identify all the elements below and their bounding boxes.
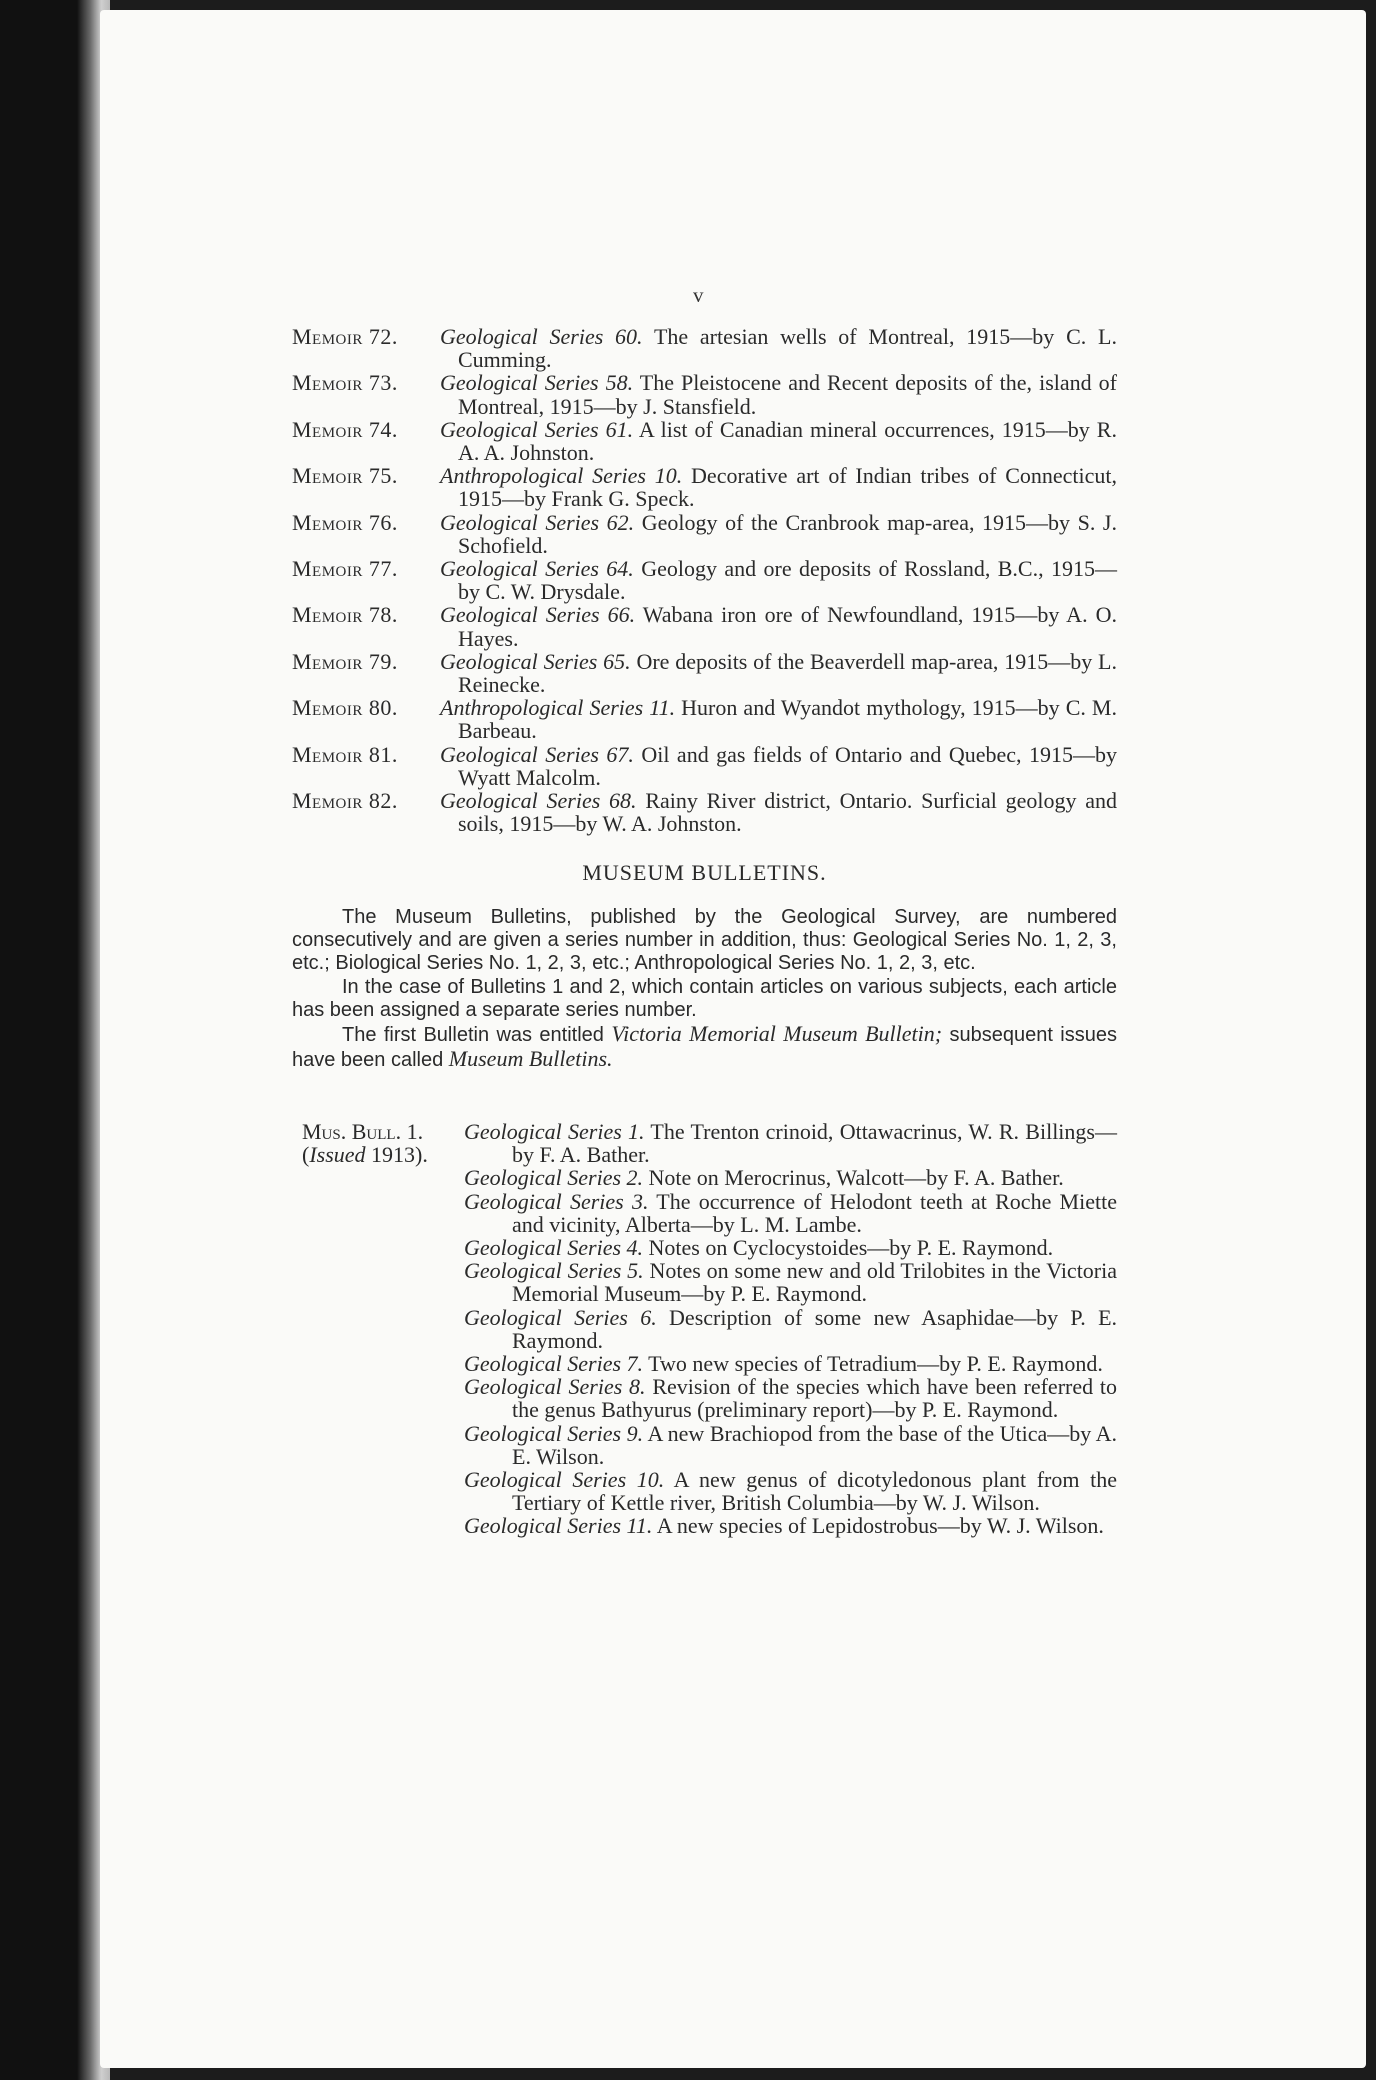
bulletin-series: Geological Series 1. [464, 1119, 645, 1144]
bulletin-text: A new Brachiopod from the base of the Utica—by A. E. Wilson. [512, 1420, 1117, 1469]
memoir-label: Memoir 75. [292, 463, 398, 489]
memoir-text: Geology and ore deposits of Rossland, B.C., 1915—by C. W. Drysdale. [458, 556, 1117, 605]
memoir-text: A list of Canadian mineral occurrences, 1915—by R. A. A. Johnston. [458, 416, 1117, 466]
intro-title-italic: Victoria Memorial Museum Bulletin; [611, 1021, 943, 1047]
memoir-series: Geological Series 61. [440, 416, 634, 442]
memoir-label: Memoir 78. [292, 602, 398, 628]
memoir-list [292, 325, 1117, 835]
memoir-text: Geology of the Cranbrook map-area, 1915—by S. J. Schofield. [458, 509, 1117, 558]
intro-paragraph [292, 1022, 1117, 1072]
bulletin-item [464, 1166, 1117, 1189]
memoir-entry [292, 789, 1117, 835]
memoir-entry [292, 743, 1117, 789]
intro-paragraph: The Museum Bulletins, published by the Geological Survey, are numbered consecutively and are given a series number in addition, thus: Geological Series No. 1, 2, 3, etc.; Biological Series No. 1, 2, 3, etc.; Anthropological Series No. 1, 2, 3, etc. [292, 906, 1117, 975]
memoir-series: Geological Series 68. [440, 788, 637, 814]
memoir-entry [292, 511, 1117, 557]
memoir-series: Geological Series 67. [440, 741, 634, 767]
memoir-label: Memoir 74. [292, 416, 398, 442]
section-title: MUSEUM BULLETINS. [582, 860, 827, 885]
memoir-entry [292, 603, 1117, 649]
memoir-text: Huron and Wyandot mythology, 1915—by C. M. Barbeau. [458, 695, 1117, 744]
memoir-text: Decorative art of Indian tribes of Connecticut, 1915—by Frank G. Speck. [458, 463, 1118, 512]
bulletin-series: Geological Series 6. [464, 1304, 657, 1330]
memoir-entry [292, 557, 1117, 603]
intro-title-italic: Museum Bulletins. [448, 1046, 613, 1072]
bulletin-series: Geological Series 2. [464, 1165, 644, 1191]
memoir-text: The Pleistocene and Recent deposits of the, island of Montreal, 1915—by J. Stansfield. [458, 370, 1118, 419]
memoir-entry [292, 696, 1117, 742]
bulletin-item [464, 1468, 1117, 1514]
bulletins-intro [292, 906, 1117, 1072]
memoir-label: Memoir 72. [292, 324, 398, 349]
issued-year: 1913). [371, 1142, 428, 1168]
bulletin-label: Mus. Bull. 1. (Issued 1913). [302, 1119, 428, 1168]
memoir-label: Memoir 82. [292, 788, 398, 814]
memoir-text: The artesian wells of Montreal, 1915—by C. L. Cumming. [458, 324, 1117, 373]
memoir-label: Memoir 73. [292, 370, 398, 396]
memoir-entry [292, 464, 1117, 510]
bulletin-series: Geological Series 8. [464, 1374, 646, 1400]
memoir-label: Memoir 77. [292, 556, 398, 582]
bulletin-series: Geological Series 9. [464, 1420, 644, 1446]
bulletin-item [464, 1236, 1117, 1259]
memoir-text: Oil and gas fields of Ontario and Quebec, 1915—by Wyatt Malcolm. [458, 741, 1117, 790]
memoir-series: Geological Series 60. [440, 324, 643, 349]
intro-paragraph: In the case of Bulletins 1 and 2, which contain articles on various subjects, each article has been assigned a separate series number. [292, 975, 1117, 1021]
bulletin-item [464, 1259, 1117, 1305]
bulletin-text: Note on Merocrinus, Walcott—by F. A. Bather. [648, 1165, 1064, 1191]
bulletin-text: The occurrence of Helodont teeth at Roche Miette and vicinity, Alberta—by L. M. Lambe. [512, 1188, 1117, 1237]
bulletin-item [464, 1352, 1117, 1375]
bulletin-item [464, 1190, 1117, 1236]
bulletin-item [464, 1120, 1117, 1166]
bulletin-text: Description of some new Asaphidae—by P. E. Raymond. [512, 1304, 1118, 1353]
bulletin-number: Mus. Bull. 1. [302, 1119, 424, 1144]
bulletin-list [302, 1120, 1117, 1538]
memoir-entry [292, 325, 1117, 371]
memoir-entry [292, 371, 1117, 417]
page-number: v [693, 283, 704, 307]
memoir-label: Memoir 76. [292, 509, 398, 535]
bulletin-text: Notes on Cyclocystoides—by P. E. Raymond. [648, 1235, 1054, 1261]
bulletin-item [464, 1375, 1117, 1421]
bulletin-item [464, 1422, 1117, 1468]
memoir-entry [292, 418, 1117, 464]
memoir-text: Wabana iron ore of Newfoundland, 1915—by A. O. Hayes. [458, 602, 1117, 651]
memoir-series: Geological Series 58. [440, 370, 634, 396]
bulletin-series: Geological Series 3. [464, 1188, 649, 1214]
bulletin-text: A new species of Lepidostrobus—by W. J. Wilson. [656, 1513, 1104, 1539]
bulletin-item [464, 1514, 1117, 1537]
memoir-text: Rainy River district, Ontario. Surficial geology and soils, 1915—by W. A. Johnston. [458, 788, 1117, 837]
memoir-series: Geological Series 65. [440, 648, 631, 674]
memoir-text: Ore deposits of the Beaverdell map-area, 1915—by L. Reinecke. [458, 648, 1117, 698]
memoir-label: Memoir 79. [292, 648, 398, 674]
page-gutter-shadow [0, 0, 110, 2080]
intro-text: The first Bulletin was entitled [342, 1024, 604, 1047]
bulletin-series: Geological Series 5. [464, 1258, 644, 1284]
bulletin-series: Geological Series 4. [464, 1235, 644, 1261]
memoir-entry [292, 650, 1117, 696]
memoir-series: Anthropological Series 11. [440, 695, 676, 721]
memoir-series: Geological Series 62. [440, 509, 635, 535]
bulletin-text: Revision of the species which have been referred to the genus Bathyurus (preliminary report)—by P. E. Raymond. [512, 1374, 1117, 1423]
bulletin-item [464, 1306, 1117, 1352]
bulletin-series: Geological Series 11. [464, 1513, 653, 1539]
memoir-series: Geological Series 64. [440, 556, 634, 582]
bulletin-series: Geological Series 7. [464, 1351, 644, 1377]
bulletin-text: The Trenton crinoid, Ottawacrinus, W. R. Billings—by F. A. Bather. [512, 1119, 1117, 1168]
memoir-series: Geological Series 66. [440, 602, 636, 628]
memoir-series: Anthropological Series 10. [440, 463, 683, 489]
memoir-label: Memoir 81. [292, 741, 398, 767]
intro-text: subsequent issues have been called [292, 1024, 1118, 1072]
bulletin-series: Geological Series 10. [464, 1467, 665, 1493]
memoir-label: Memoir 80. [292, 695, 398, 721]
issued-word: Issued [309, 1142, 366, 1168]
bulletin-text: A new genus of dicotyledonous plant from the Tertiary of Kettle river, British Columbia—by W. J. Wilson. [512, 1467, 1117, 1516]
bulletin-text: Notes on some new and old Trilobites in the Victoria Memorial Museum—by P. E. Raymond. [512, 1258, 1118, 1307]
bulletin-text: Two new species of Tetradium—by P. E. Raymond. [648, 1351, 1103, 1377]
